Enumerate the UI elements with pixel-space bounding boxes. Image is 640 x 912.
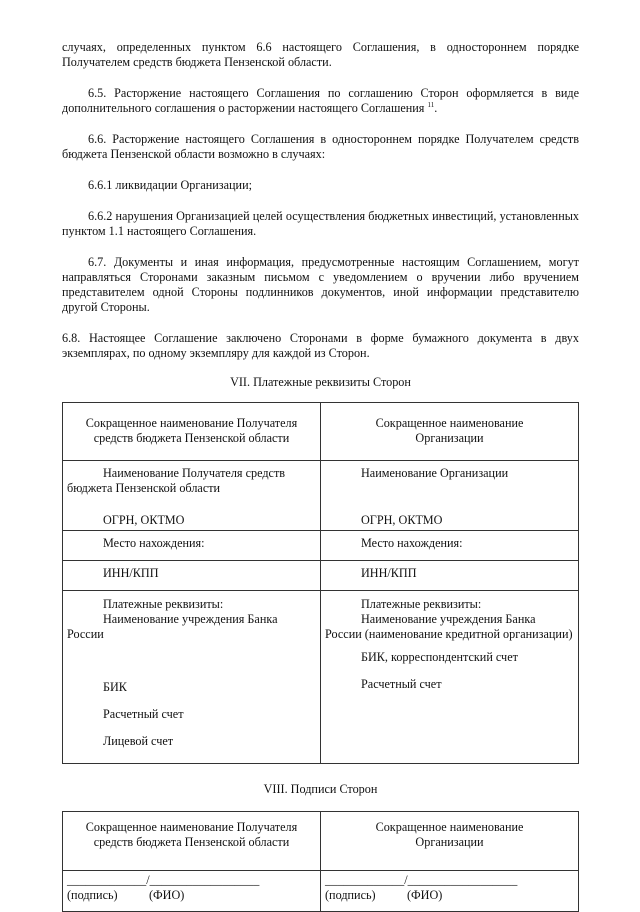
left-personal-account-label: Лицевой счет (103, 734, 174, 748)
paragraph-6-6-1: 6.6.1 ликвидации Организации; (88, 178, 252, 192)
left-sign-label: (подпись) (67, 888, 118, 902)
paragraph-6-5-continuation: случаях, определенных пунктом 6.6 настоящего Соглашения, в одностороннем порядке Получателем средств бюджета Пензенской области. (62, 40, 579, 69)
right-party-header: Сокращенное наименование Организации (321, 403, 579, 461)
right-inn-label: ИНН/КПП (361, 566, 417, 580)
sig-left-party-header: Сокращенное наименование Получателя средств бюджета Пензенской области (63, 812, 321, 871)
document-page (62, 40, 579, 912)
left-signature-line[interactable]: _____________/__________________ (67, 873, 260, 887)
left-payment-title: Платежные реквизиты: (103, 597, 224, 611)
left-account-label: Расчетный счет (103, 707, 184, 721)
payment-table-name-row (63, 461, 579, 531)
left-name-label: Наименование Получателя средств бюджета Пензенской области (67, 466, 286, 495)
right-payment-title: Платежные реквизиты: (361, 597, 482, 611)
right-signature-line[interactable]: _____________/__________________ (325, 873, 518, 887)
right-account-label: Расчетный счет (361, 677, 442, 691)
paragraph-6-6: 6.6. Расторжение настоящего Соглашения в одностороннем порядке Получателем средств бюджета Пензенской области возможно в случаях: (62, 132, 579, 161)
paragraph-6-7: 6.7. Документы и иная информация, предусмотренные настоящим Соглашением, могут направляться Сторонами заказным письмом с уведомлением о вручении либо вручением представителем одной Стороны подлинников документов, иной информации представителю другой Стороны. (62, 255, 579, 314)
left-ogrn-label: ОГРН, ОКТМО (103, 513, 185, 527)
right-sign-label: (подпись) (325, 888, 376, 902)
left-inn-label: ИНН/КПП (103, 566, 159, 580)
left-bank-label: Наименование учреждения Банка России (67, 612, 278, 641)
right-fio-label: (ФИО) (407, 888, 443, 902)
section-8-title: VIII. Подписи Сторон (263, 782, 378, 796)
paragraph-6-8: 6.8. Настоящее Соглашение заключено Сторонами в форме бумажного документа в двух экземплярах, по одному экземпляру для каждой из Сторон. (62, 331, 579, 360)
right-name-label: Наименование Организации (361, 466, 509, 480)
signature-table-sign-row (63, 871, 579, 912)
right-location-label: Место нахождения: (361, 536, 463, 550)
section-7-title: VII. Платежные реквизиты Сторон (230, 375, 411, 389)
left-bik-label: БИК (103, 680, 127, 694)
signature-table-header-row (63, 812, 579, 871)
left-location-label: Место нахождения: (103, 536, 205, 550)
payment-table-inn-row (63, 561, 579, 591)
payment-table-header-row (63, 403, 579, 461)
right-ogrn-label: ОГРН, ОКТМО (361, 513, 443, 527)
left-fio-label: (ФИО) (149, 888, 185, 902)
payment-table-location-row (63, 531, 579, 561)
paragraph-6-5-text: 6.5. Расторжение настоящего Соглашения по соглашению Сторон оформляется в виде дополнительного соглашения о расторжении настоящего Соглашения (62, 86, 579, 115)
payment-table-details-row (63, 591, 579, 764)
payment-details-table (62, 402, 579, 764)
right-bik-label: БИК, корреспондентский счет (361, 650, 518, 664)
footnote-ref-11: 11 (427, 101, 435, 109)
right-bank-label: Наименование учреждения Банка России (наименование кредитной организации) (325, 612, 573, 641)
signatures-table (62, 811, 579, 912)
paragraph-6-5 (62, 86, 579, 116)
left-party-header: Сокращенное наименование Получателя средств бюджета Пензенской области (63, 403, 321, 461)
sig-right-party-header: Сокращенное наименование Организации (321, 812, 579, 871)
paragraph-6-5-end: . (434, 101, 438, 115)
paragraph-6-6-2: 6.6.2 нарушения Организацией целей осуществления бюджетных инвестиций, установленных пунктом 1.1 настоящего Соглашения. (62, 209, 579, 238)
